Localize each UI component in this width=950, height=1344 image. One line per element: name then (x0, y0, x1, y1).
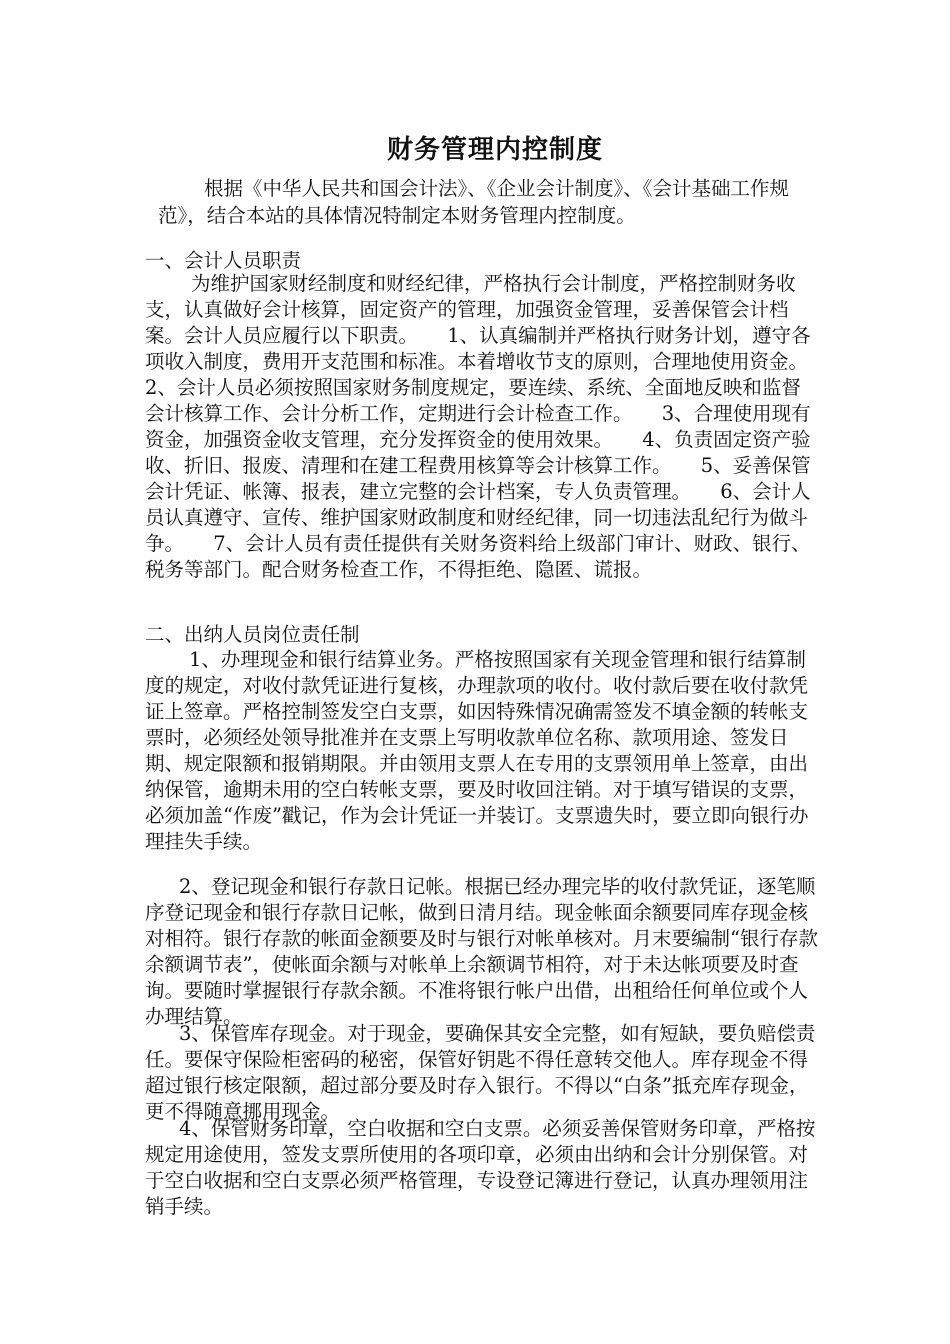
cashier-duty-item: 4、保管财务印章，空白收据和空白支票。必须妥善保管财务印章，严格按规定用途使用，签发支票所使用的各项印章，必须由出纳和会计分别保管。对于空白收据和空白支票必须严格管理，专设登记簿进行登记，认真办理领用注销手续。 (145, 1117, 816, 1218)
cashier-duty-item: 2、登记现金和银行存款日记帐。根据已经办理完毕的收付款凭证，逐笔顺序登记现金和银行存款日记帐，做到日清月结。现金帐面余额要同库存现金核对相符。银行存款的帐面金额要及时与银行对帐单核对。月末要编制“银行存款余额调节表”，使帐面余额与对帐单上余额调节相符，对于未达帐项要及时查询。要随时掌握银行存款余额。不准将银行帐户出借，出租给任何单位或个人办理结算。 (145, 875, 818, 1028)
intro-paragraph: 根据《中华人民共和国会计法》、《企业会计制度》、《会计基础工作规范》，结合本站的具体情况特制定本财务管理内控制度。 (158, 177, 790, 227)
cashier-duty-item: 3、保管库存现金。对于现金，要确保其安全完整，如有短缺，要负赔偿责任。要保守保险柜密码的秘密，保管好钥匙不得任意转交他人。库存现金不得超过银行核定限额，超过部分要及时存入银行。不得以“白条”抵充库存现金，更不得随意挪用现金。 (145, 1022, 816, 1123)
section-body-accountant-duties: 为维护国家财经制度和财经纪律，严格执行会计制度，严格控制财务收支，认真做好会计核算，固定资产的管理，加强资金管理，妥善保管会计档案。会计人员应履行以下职责。 1、认真编制并严格执行财务计划，遵守各项收入制度，费用开支范围和标准。本着增收节支的原则，合理地使用资金。 2、会计人员必须按照国家财务制度规定，要连续、系统、全面地反映和监督会计核算工作、会计分析工作，定期进行会计检查工作。 3、合理使用现有资金，加强资金收支管理，充分发挥资金的使用效果。 4、负责固定资产验收、折旧、报废、清理和在建工程费用核算等会计核算工作。 5、妥善保管会计凭证、帐簿、报表，建立完整的会计档案，专人负责管理。 6、会计人员认真遵守、宣传、维护国家财政制度和财经纪律，同一切违法乱纪行为做斗争。 7、会计人员有责任提供有关财务资料给上级部门审计、财政、银行、税务等部门。配合财务检查工作，不得拒绝、隐匿、谎报。 (145, 272, 838, 581)
document-title: 财务管理内控制度 (386, 135, 603, 165)
section-heading-cashier-duties: 二、出纳人员岗位责任制 (145, 623, 360, 646)
cashier-duty-item: 1、办理现金和银行结算业务。严格按照国家有关现金管理和银行结算制度的规定，对收付款凭证进行复核，办理款项的收付。收付款后要在收付款凭证上签章。严格控制签发空白支票，如因特殊情况确需签发不填金额的转帐支票时，必须经处领导批准并在支票上写明收款单位名称、款项用途、签发日期、规定限额和报销期限。并由领用支票人在专用的支票领用单上签章，由出纳保管，逾期未用的空白转帐支票，要及时收回注销。对于填写错误的支票，必须加盖“作废”戳记，作为会计凭证一并装订。支票遗失时，要立即向银行办理挂失手续。 (145, 648, 809, 853)
section-heading-accountant-duties: 一、会计人员职责 (145, 249, 302, 272)
